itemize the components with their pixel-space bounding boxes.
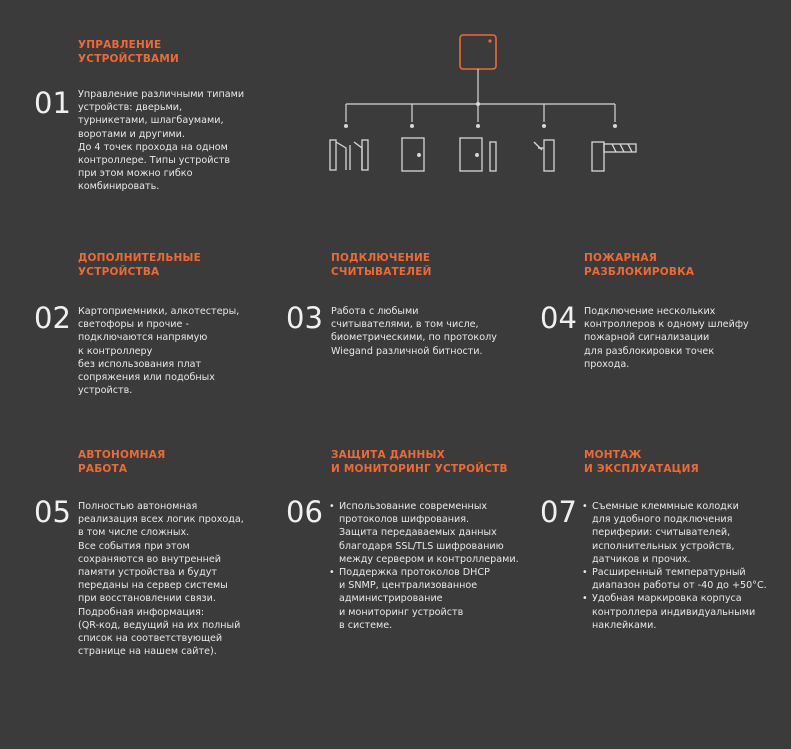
section-03-text: Работа с любыми считывателями, в том числе, биометрическими, по протоколу Wiegand различной битности. [331,306,497,357]
reader-gate-icon [534,140,554,171]
section-05-number: 05 [34,495,71,529]
section-03-heading: ПОДКЛЮЧЕНИЕ СЧИТЫВАТЕЛЕЙ [331,252,432,278]
section-05-text: Полностью автономная реализация всех логик прохода, в том числе сложных. Все события при этом сохраняются во внутренней памяти устройства и будут переданы на сервер системы при восстановлении связи. Подробная информация: (QR-код, ведущий на их полный список на соответствующей странице на нашем сайте). [78,501,244,658]
section-07-bullet: • Расширенный температурный диапазон работы от -40 до +50°C. [582,566,787,592]
section-06-heading: ЗАЩИТА ДАННЫХ И МОНИТОРИНГ УСТРОЙСТВ [331,449,508,475]
section-02-text: Картоприемники, алкотестеры, светофоры и прочие - подключаются напрямую к контроллеру без использования плат сопряжения или подобных устройств. [78,306,240,397]
section-02-heading: ДОПОЛНИТЕЛЬНЫЕ УСТРОЙСТВА [78,252,201,278]
section-07-heading: МОНТАЖ И ЭКСПЛУАТАЦИЯ [584,449,699,475]
door-icon [402,138,424,171]
section-06-bullet: • Поддержка протоколов DHCP и SNMP, централизованное администрирование и мониторинг устройств в системе. [329,566,539,632]
section-01-text: Управление различными типами устройств: дверьми, турникетами, шлагбаумами, воротами и другими. До 4 точек прохода на одном контроллере. Типы устройств при этом можно гибко комбинировать. [78,89,245,193]
section-01-number: 01 [34,86,71,120]
section-05-heading: АВТОНОМНАЯ РАБОТА [78,449,166,475]
section-07-text [582,500,787,632]
connection-lines [346,69,615,122]
section-04-heading: ПОЖАРНАЯ РАЗБЛОКИРОВКА [584,252,695,278]
section-07-bullet: • Съемные клеммные колодки для удобного подключения периферии: считывателей, исполнительных устройств, датчиков и прочих. [582,500,787,566]
turnstile-icon [330,140,368,170]
section-01-heading: УПРАВЛЕНИЕ УСТРОЙСТВАМИ [78,39,180,65]
section-04-number: 04 [540,301,577,335]
device-diagram [320,30,640,180]
double-door-icon [460,138,496,171]
barrier-icon [592,142,636,171]
section-02-number: 02 [34,301,71,335]
section-03-number: 03 [286,301,323,335]
section-06-text [329,500,539,632]
section-04-text: Подключение нескольких контроллеров к одному шлейфу пожарной сигнализации для разблокировки точек прохода. [584,306,749,370]
section-07-bullet: • Удобная маркировка корпуса контроллера индивидуальными наклейками. [582,592,787,632]
section-06-bullet: • Использование современных протоколов шифрования. Защита передаваемых данных благодаря SSL/TLS шифрованию между сервером и контроллерами. [329,500,539,566]
section-07-number: 07 [540,495,577,529]
controller-box-icon [460,35,496,69]
section-06-number: 06 [286,495,323,529]
